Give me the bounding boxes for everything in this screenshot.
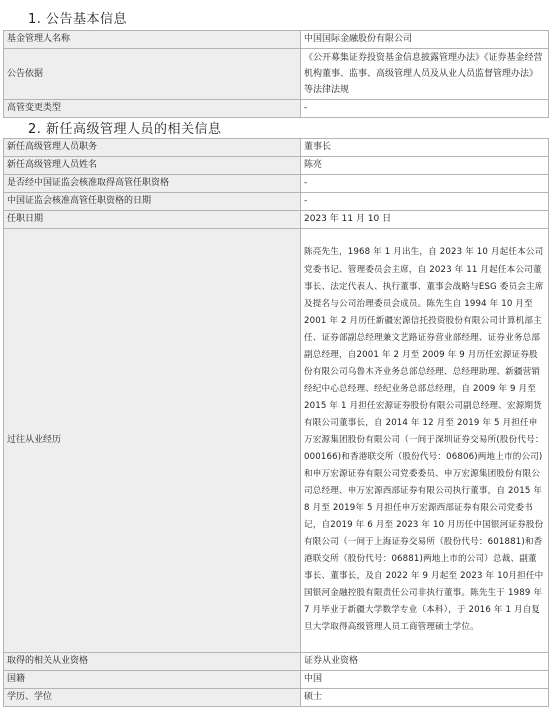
row-label: 中国证监会核准高管任职资格的日期 (4, 193, 301, 211)
row-label: 取得的相关从业资格 (4, 653, 301, 671)
table-row (4, 49, 549, 100)
row-value: - (301, 193, 549, 211)
row-label: 任职日期 (4, 211, 301, 229)
row-label: 公告依据 (4, 49, 301, 100)
row-value: 《公开募集证券投资基金信息披露管理办法》《证券基金经营机构董事、监事、高级管理人员及从业人员监督管理办法》等法律法规 (301, 49, 549, 100)
row-label: 过往从业经历 (4, 229, 301, 653)
row-label: 国籍 (4, 671, 301, 689)
table-row (4, 229, 549, 653)
section-2-title: 2. 新任高级管理人员的相关信息 (28, 122, 222, 137)
table-row (4, 100, 549, 118)
table-row (4, 211, 549, 229)
row-value: 中国 (301, 671, 549, 689)
new-executive-info-table (3, 138, 549, 707)
row-value: 硕士 (301, 689, 549, 707)
row-value: 陈亮 (301, 157, 549, 175)
table-row (4, 193, 549, 211)
row-label: 新任高级管理人员姓名 (4, 157, 301, 175)
table-row (4, 139, 549, 157)
row-label: 学历、学位 (4, 689, 301, 707)
basic-info-table (3, 30, 549, 118)
row-label: 是否经中国证监会核准取得高管任职资格 (4, 175, 301, 193)
table-row (4, 31, 549, 49)
table-row (4, 671, 549, 689)
table-row (4, 175, 549, 193)
table-row (4, 653, 549, 671)
row-value: - (301, 175, 549, 193)
table-row (4, 157, 549, 175)
row-value: - (301, 100, 549, 118)
row-label: 新任高级管理人员职务 (4, 139, 301, 157)
row-label: 高管变更类型 (4, 100, 301, 118)
row-value: 陈亮先生，1968 年 1 月出生，自 2023 年 10 月起任本公司党委书记、管理委员会主席，自 2023 年 11 月起任本公司董事长、法定代表人、执行董事、董事会战略与ESG 委员会主席及提名与公司治理委员会成员。陈先生自 1994 年 10 月至 2001 年 2 月历任新疆宏源信托投资股份有限公司计算机部主任、证券部副总经理兼文艺路证券营业部经理、证券业务总部副总经理，自2001 年 2 月至 2009 年 9 月历任宏源证券股份有限公司乌鲁木齐业务总部总经理、总经理助理、新疆营销经纪中心总经理、经纪业务总部总经理，自 2009 年 9 月至 2015 年 1 月担任宏源证券股份有限公司副总经理、宏源期货有限公司董事长，自 2014 年 12 月至 2019 年 5 月担任申万宏源集团股份有限公司（一间于深圳证券交易所(股份代号：000166)和香港联交所（股份代号：06806)两地上市的公司)和申万宏源证券有限公司党委委员、申万宏源集团股份有限公司总经理、申万宏源西部证券有限公司执行董事，自 2015 年 8 月至 2019年 5 月担任申万宏源西部证券有限公司党委书记，自2019 年 6 月至 2023 年 10 月历任中国银河证券股份有限公司（一间于上海证券交易所（股份代号：601881)和香港联交所（股份代号：06881)两地上市的公司）总裁、副董事长、董事长，及自 2022 年 9 月起至 2023 年 10月担任中国银河金融控股有限责任公司非执行董事。陈先生于 1989 年 7 月毕业于新疆大学数学专业（本科），于 2016 年 1 月自复旦大学取得高级管理人员工商管理硕士学位。 (301, 229, 549, 653)
row-value: 董事长 (301, 139, 549, 157)
row-value: 2023 年 11 月 10 日 (301, 211, 549, 229)
row-value: 中国国际金融股份有限公司 (301, 31, 549, 49)
row-value: 证券从业资格 (301, 653, 549, 671)
row-label: 基金管理人名称 (4, 31, 301, 49)
section-1-title: 1. 公告基本信息 (28, 12, 128, 27)
